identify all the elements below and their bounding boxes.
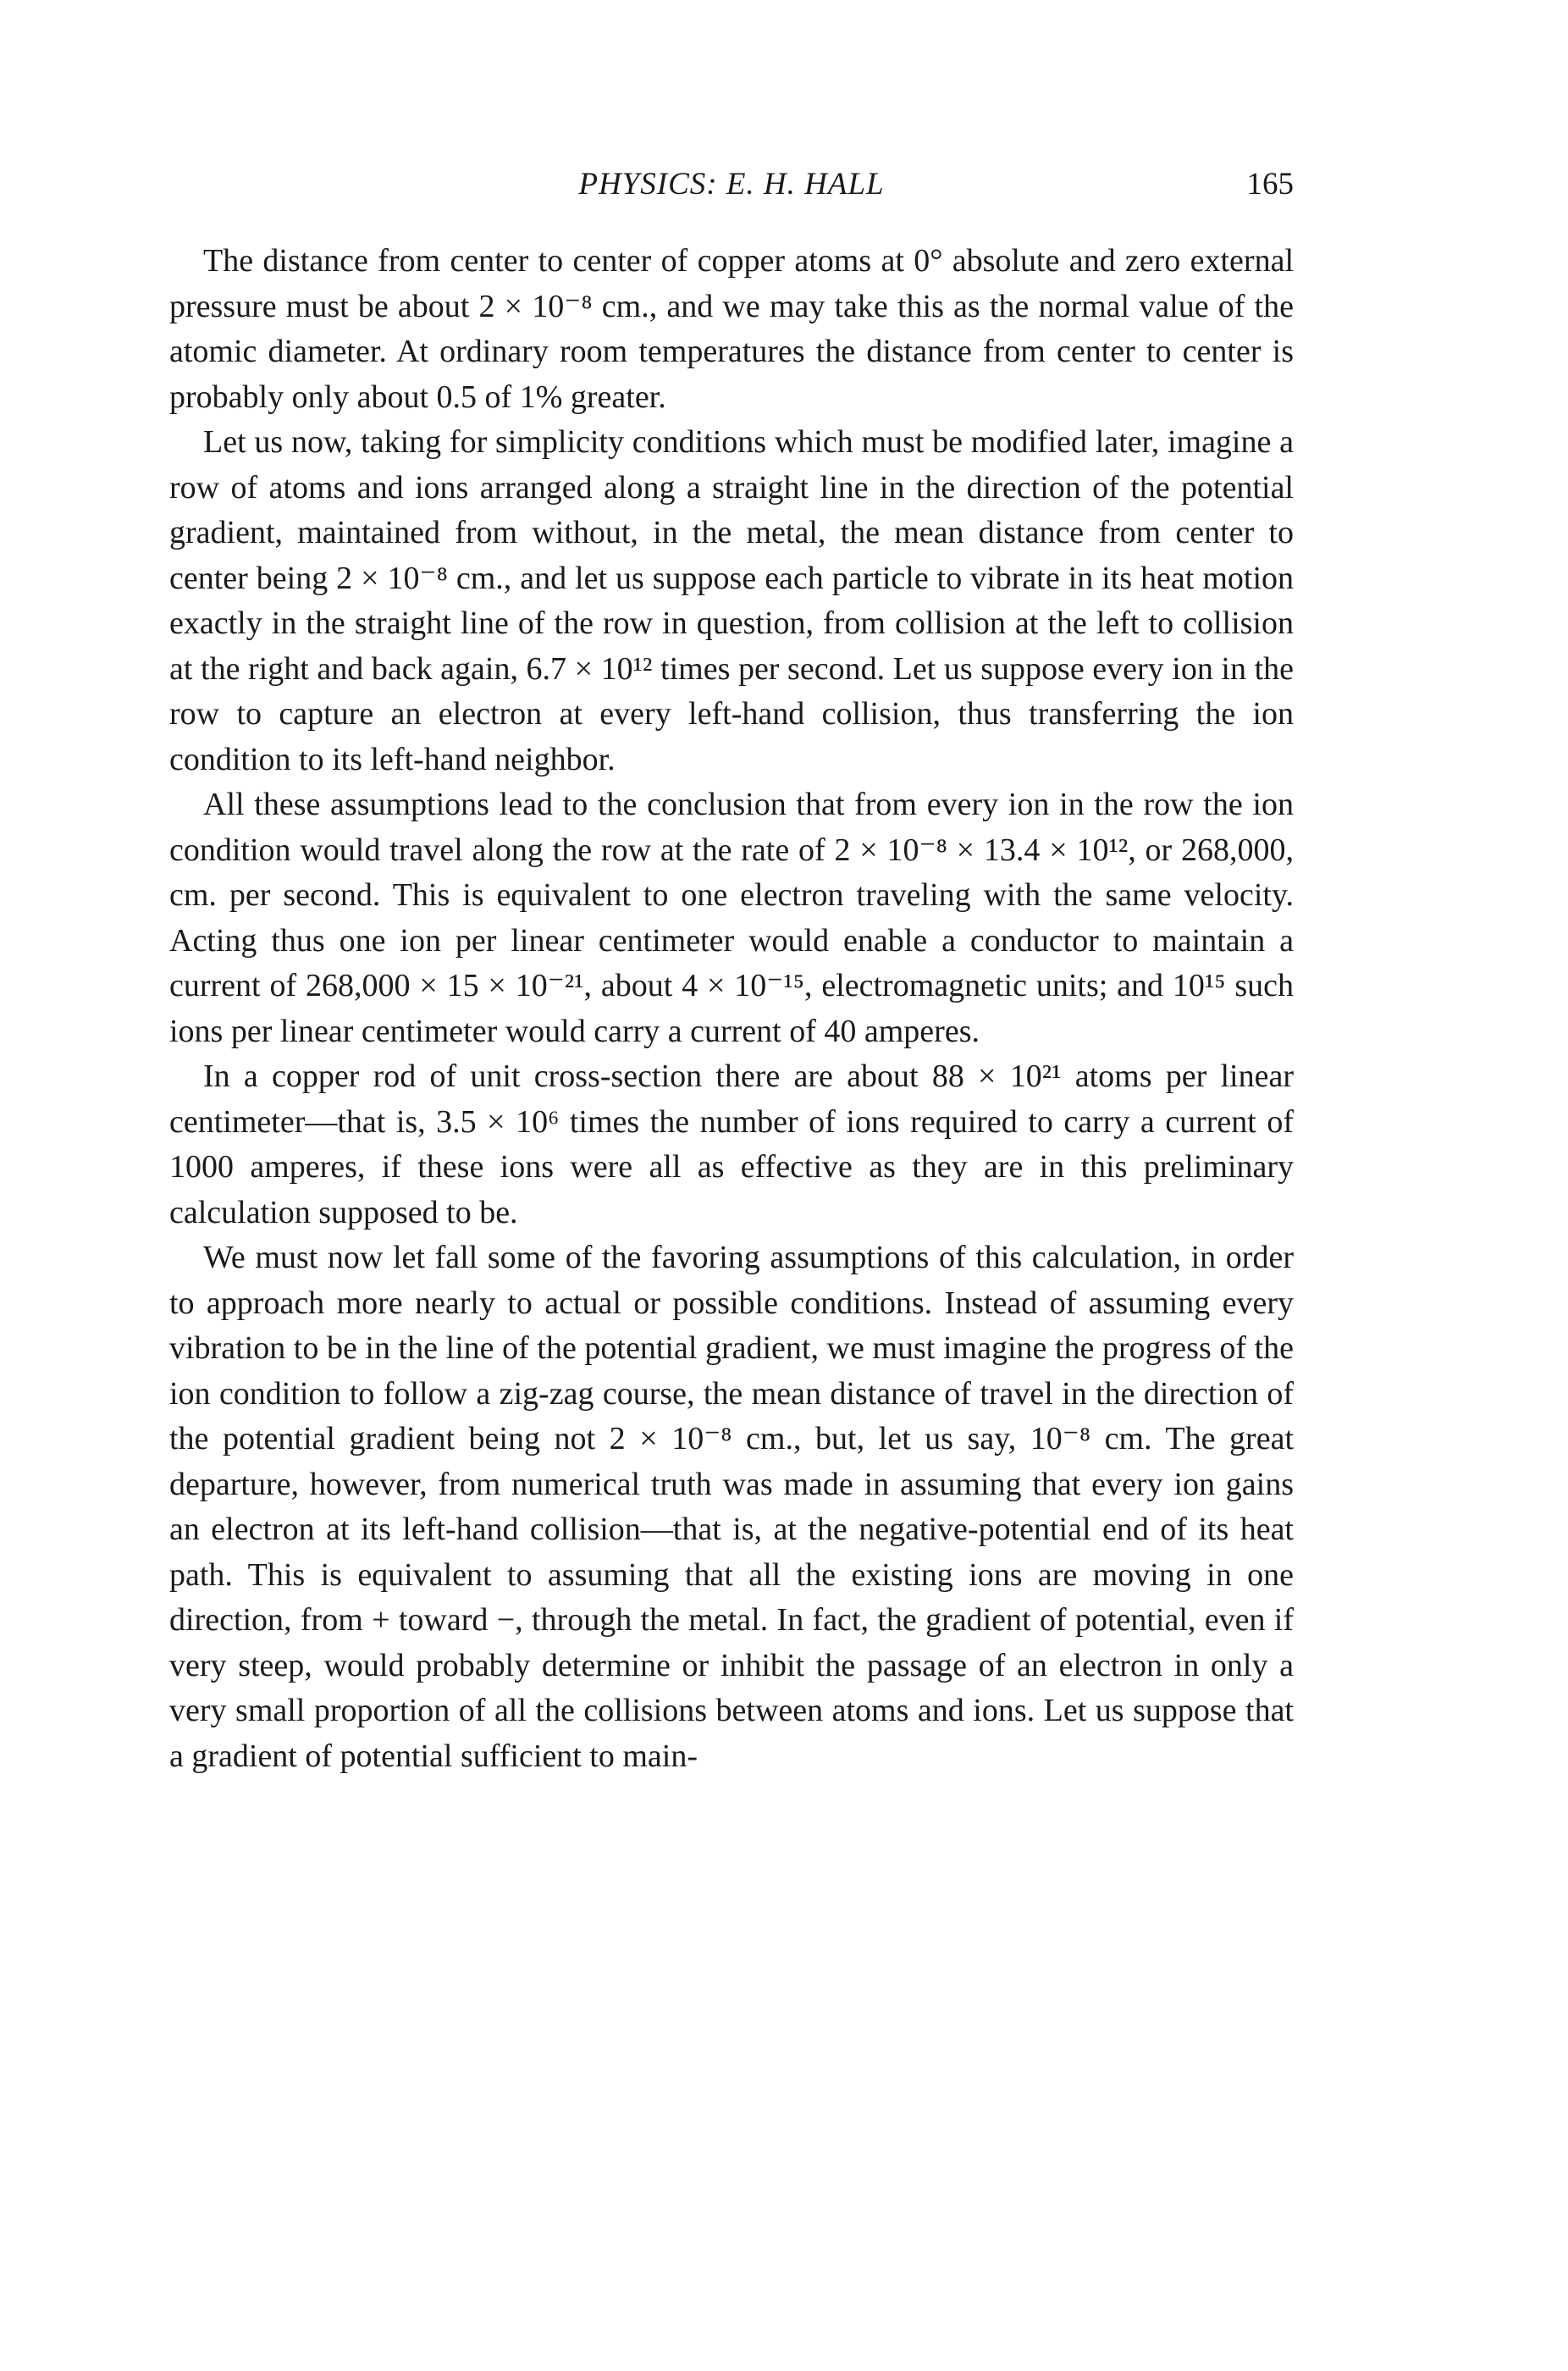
running-title: PHYSICS: E. H. HALL: [578, 167, 885, 202]
body-text: [169, 239, 1294, 1779]
paragraph-assumptions-conclusion: All these assumptions lead to the conclusion that from every ion in the row the ion condition would travel along the row at the rate of 2 × 10⁻⁸ × 13.4 × 10¹², or 268,000, cm. per second. This is equivalent to one electron traveling with the same velocity. Acting thus one ion per linear centimeter would enable a conductor to maintain a current of 268,000 × 15 × 10⁻²¹, about 4 × 10⁻¹⁵, electromagnetic units; and 10¹⁵ such ions per linear centimeter would carry a current of 40 amperes.: [169, 787, 1294, 1049]
paragraph-atomic-distance: The distance from center to center of copper atoms at 0° absolute and zero external pressure must be about 2 × 10⁻⁸ cm., and we may take this as the normal value of the atomic diameter. At ordinary room temperatures the distance from center to center is probably only about 0.5 of 1% greater.: [169, 243, 1294, 415]
page-number: 165: [1246, 167, 1294, 202]
running-head: [169, 166, 1294, 217]
paragraph-favoring-assumptions: We must now let fall some of the favoring assumptions of this calculation, in order to approach more nearly to actual or possible conditions. Instead of assuming every vibration to be in the line of the potential gradient, we must imagine the progress of the ion condition to follow a zig-zag course, the mean distance of travel in the direction of the potential gradient being not 2 × 10⁻⁸ cm., but, let us say, 10⁻⁸ cm. The great departure, however, from numerical truth was made in assuming that every ion gains an electron at its left-hand collision—that is, at the negative-potential end of its heat path. This is equivalent to assuming that all the existing ions are moving in one direction, from + toward −, through the metal. In fact, the gradient of potential, even if very steep, would probably determine or inhibit the passage of an electron in only a very small proportion of all the collisions between atoms and ions. Let us suppose that a gradient of potential sufficient to main-: [169, 1240, 1294, 1774]
paragraph-row-of-atoms: Let us now, taking for simplicity conditions which must be modified later, imagine a row of atoms and ions arranged along a straight line in the direction of the potential gradient, maintained from without, in the metal, the mean distance from center to center being 2 × 10⁻⁸ cm., and let us suppose each particle to vibrate in its heat motion exactly in the straight line of the row in question, from collision at the left to collision at the right and back again, 6.7 × 10¹² times per second. Let us suppose every ion in the row to capture an electron at every left-hand collision, thus transferring the ion condition to its left-hand neighbor.: [169, 424, 1294, 777]
paragraph-copper-rod: In a copper rod of unit cross-section there are about 88 × 10²¹ atoms per linear centimeter—that is, 3.5 × 10⁶ times the number of ions required to carry a current of 1000 amperes, if these ions were all as effective as they are in this preliminary calculation supposed to be.: [169, 1058, 1294, 1230]
